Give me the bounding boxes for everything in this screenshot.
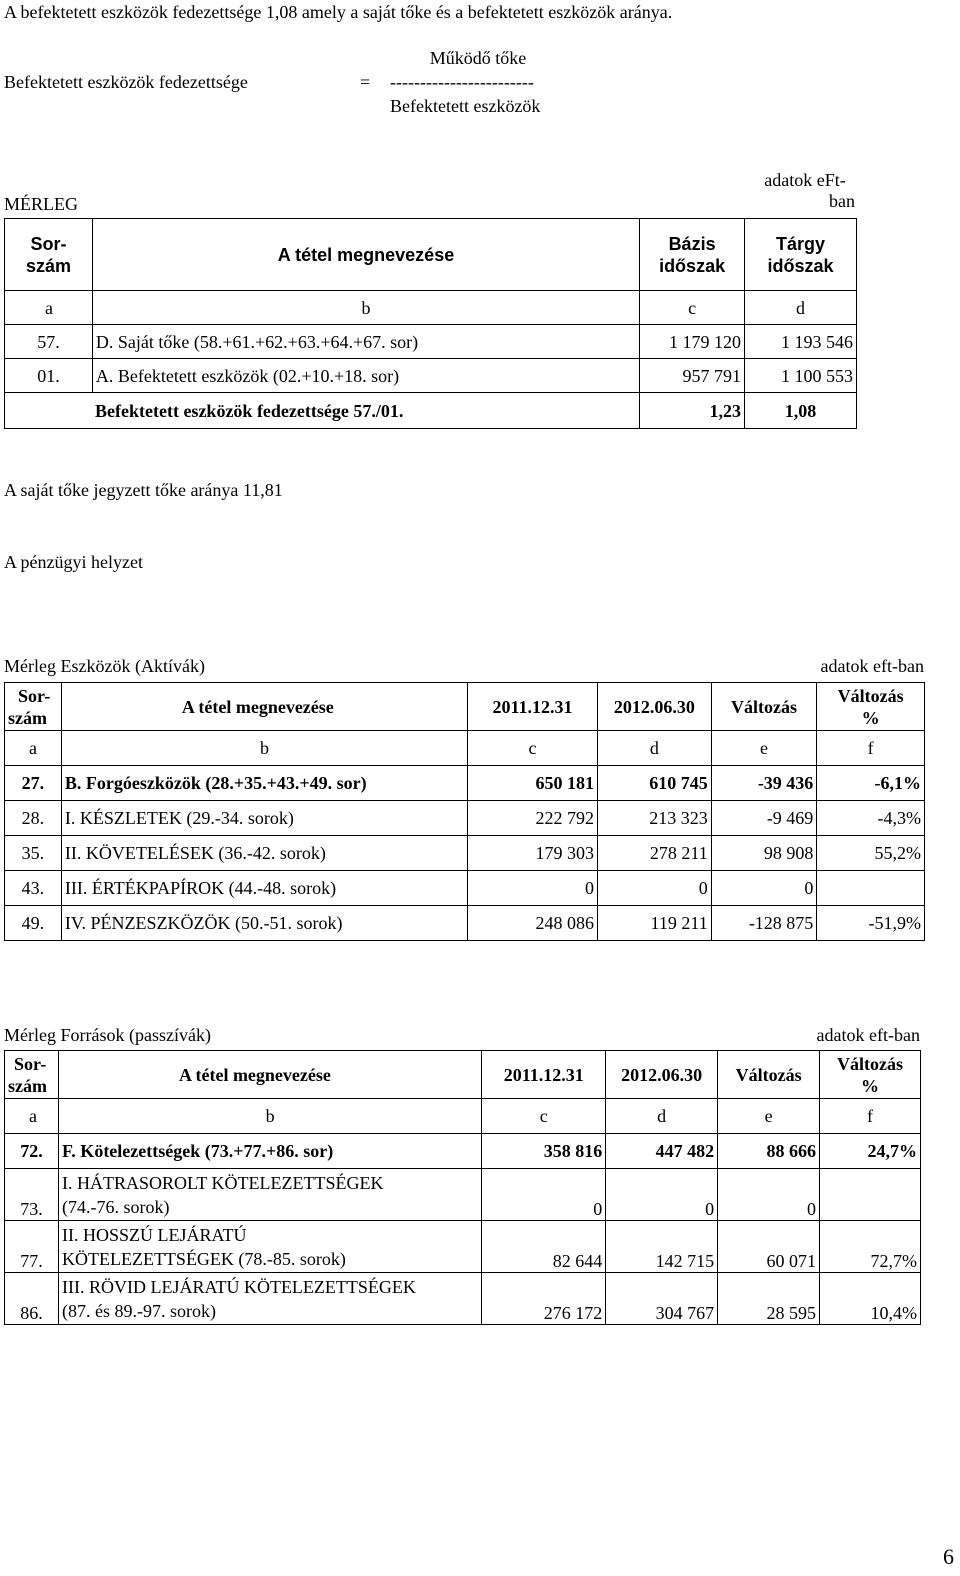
table-row [5, 801, 925, 836]
row-v1: 0 [468, 871, 598, 906]
table-row [5, 1273, 921, 1325]
row-no: 73. [5, 1169, 59, 1221]
assets-title: Mérleg Eszközök (Aktívák) [4, 656, 205, 676]
letter-cell: c [468, 731, 598, 766]
assets-header-row [5, 683, 925, 731]
liabilities-header-row [5, 1051, 921, 1099]
letter-cell: f [817, 731, 925, 766]
letter-cell: e [718, 1099, 820, 1134]
row-no: 49. [5, 906, 62, 941]
formula-equals: = [360, 72, 371, 92]
row-name: II. HOSSZÚ LEJÁRATÚ KÖTELEZETTSÉGEK (78.-85. sorok) [58, 1221, 481, 1273]
row-no: 57. [5, 325, 93, 359]
row-pct: 10,4% [820, 1273, 921, 1325]
row-name: I. KÉSZLETEK (29.-34. sorok) [61, 801, 467, 836]
row-v2: 610 745 [598, 766, 712, 801]
liabilities-table [4, 1050, 921, 1325]
merleg-letter-row [5, 291, 857, 325]
row-pct: 55,2% [817, 836, 925, 871]
merleg-header-targy: Tárgy időszak [745, 219, 857, 291]
liabilities-letter-row [5, 1099, 921, 1134]
letter-cell: b [58, 1099, 481, 1134]
row-no: 28. [5, 801, 62, 836]
formula-dashes: ------------------------ [390, 72, 534, 92]
row-base: 957 791 [640, 359, 745, 393]
letter-cell: d [606, 1099, 718, 1134]
row-pct: 24,7% [820, 1134, 921, 1169]
row-name: II. KÖVETELÉSEK (36.-42. sorok) [61, 836, 467, 871]
merleg-header-name: A tétel megnevezése [92, 219, 639, 291]
letter-cell: f [820, 1099, 921, 1134]
formula-left: Befektetett eszközök fedezettsége [4, 72, 248, 92]
table-row [5, 836, 925, 871]
row-change: -128 875 [711, 906, 817, 941]
row-change: 98 908 [711, 836, 817, 871]
merleg-header-sor: Sor- szám [5, 219, 93, 291]
row-change: 60 071 [718, 1221, 820, 1273]
letter-cell: e [711, 731, 817, 766]
row-v2: 304 767 [606, 1273, 718, 1325]
row-name: III. RÖVID LEJÁRATÚ KÖTELEZETTSÉGEK (87. és 89.-97. sorok) [58, 1273, 481, 1325]
table-row [5, 325, 857, 359]
row-v1: 650 181 [468, 766, 598, 801]
row-change: 28 595 [718, 1273, 820, 1325]
row-name: III. ÉRTÉKPAPÍROK (44.-48. sorok) [61, 871, 467, 906]
liabilities-unit: adatok eft-ban [816, 1025, 920, 1045]
merleg-header-bazis: Bázis időszak [640, 219, 745, 291]
table-row [5, 359, 857, 393]
row-v2: 213 323 [598, 801, 712, 836]
liabilities-header-d1: 2011.12.31 [482, 1051, 606, 1099]
merleg-table [4, 218, 857, 429]
assets-letter-row [5, 731, 925, 766]
assets-table [4, 682, 925, 941]
liabilities-header-sor: Sor- szám [5, 1051, 59, 1099]
row-v1: 82 644 [482, 1221, 606, 1273]
row-pct [817, 871, 925, 906]
summary-curr: 1,08 [745, 393, 857, 429]
table-row [5, 766, 925, 801]
letter-cell: d [745, 291, 857, 325]
table-row [5, 871, 925, 906]
summary-base: 1,23 [640, 393, 745, 429]
liabilities-header-pct: Változás % [820, 1051, 921, 1099]
row-v2: 142 715 [606, 1221, 718, 1273]
row-v1: 248 086 [468, 906, 598, 941]
section-title: A pénzügyi helyzet [4, 552, 143, 572]
letter-cell: c [482, 1099, 606, 1134]
assets-header-pct: Változás % [817, 683, 925, 731]
liabilities-header-change: Változás [718, 1051, 820, 1099]
row-name: A. Befektetett eszközök (02.+10.+18. sor) [92, 359, 639, 393]
summary-name: Befektetett eszközök fedezettsége 57./01. [5, 393, 640, 429]
row-v1: 179 303 [468, 836, 598, 871]
row-change: 0 [711, 871, 817, 906]
row-v2: 278 211 [598, 836, 712, 871]
row-v1: 222 792 [468, 801, 598, 836]
assets-header-d1: 2011.12.31 [468, 683, 598, 731]
row-v1: 358 816 [482, 1134, 606, 1169]
letter-cell: d [598, 731, 712, 766]
row-curr: 1 193 546 [745, 325, 857, 359]
intro-sentence: A befektetett eszközök fedezettsége 1,08 amely a saját tőke és a befektetett eszközök aránya. [4, 2, 673, 22]
row-change: -9 469 [711, 801, 817, 836]
row-pct: -51,9% [817, 906, 925, 941]
row-v2: 119 211 [598, 906, 712, 941]
row-name: F. Kötelezettségek (73.+77.+86. sor) [58, 1134, 481, 1169]
row-v1: 276 172 [482, 1273, 606, 1325]
row-name: I. HÁTRASOROLT KÖTELEZETTSÉGEK (74.-76. sorok) [58, 1169, 481, 1221]
row-v1: 0 [482, 1169, 606, 1221]
row-name: B. Forgóeszközök (28.+35.+43.+49. sor) [61, 766, 467, 801]
row-v2: 0 [606, 1169, 718, 1221]
row-v2: 447 482 [606, 1134, 718, 1169]
row-curr: 1 100 553 [745, 359, 857, 393]
row-change: 0 [718, 1169, 820, 1221]
liabilities-title: Mérleg Források (passzívák) [4, 1025, 211, 1045]
merleg-unit: adatok eFt- ban [764, 170, 855, 211]
letter-cell: a [5, 731, 62, 766]
row-v2: 0 [598, 871, 712, 906]
table-row [5, 906, 925, 941]
row-base: 1 179 120 [640, 325, 745, 359]
row-no: 72. [5, 1134, 59, 1169]
liabilities-header-name: A tétel megnevezése [58, 1051, 481, 1099]
letter-cell: c [640, 291, 745, 325]
row-pct: 72,7% [820, 1221, 921, 1273]
page-number: 6 [943, 1544, 954, 1569]
assets-header-name: A tétel megnevezése [61, 683, 467, 731]
row-no: 35. [5, 836, 62, 871]
letter-cell: a [5, 1099, 59, 1134]
summary-row [5, 393, 857, 429]
row-no: 86. [5, 1273, 59, 1325]
row-no: 77. [5, 1221, 59, 1273]
merleg-title: MÉRLEG [4, 194, 78, 214]
letter-cell: b [92, 291, 639, 325]
table-row [5, 1134, 921, 1169]
row-name: IV. PÉNZESZKÖZÖK (50.-51. sorok) [61, 906, 467, 941]
letter-cell: b [61, 731, 467, 766]
table-row [5, 1169, 921, 1221]
merleg-header-row [5, 219, 857, 291]
row-change: 88 666 [718, 1134, 820, 1169]
liabilities-header-d2: 2012.06.30 [606, 1051, 718, 1099]
row-no: 27. [5, 766, 62, 801]
row-pct: -6,1% [817, 766, 925, 801]
table-row [5, 1221, 921, 1273]
row-pct: -4,3% [817, 801, 925, 836]
assets-header-d2: 2012.06.30 [598, 683, 712, 731]
row-change: -39 436 [711, 766, 817, 801]
assets-header-sor: Sor- szám [5, 683, 62, 731]
equity-ratio-text: A saját tőke jegyzett tőke aránya 11,81 [4, 480, 283, 500]
formula-denominator: Befektetett eszközök [390, 96, 541, 116]
formula-numerator: Működő tőke [429, 48, 527, 68]
letter-cell: a [5, 291, 93, 325]
row-name: D. Saját tőke (58.+61.+62.+63.+64.+67. sor) [92, 325, 639, 359]
row-no: 01. [5, 359, 93, 393]
assets-header-change: Változás [711, 683, 817, 731]
assets-unit: adatok eft-ban [820, 656, 924, 676]
row-no: 43. [5, 871, 62, 906]
row-pct [820, 1169, 921, 1221]
